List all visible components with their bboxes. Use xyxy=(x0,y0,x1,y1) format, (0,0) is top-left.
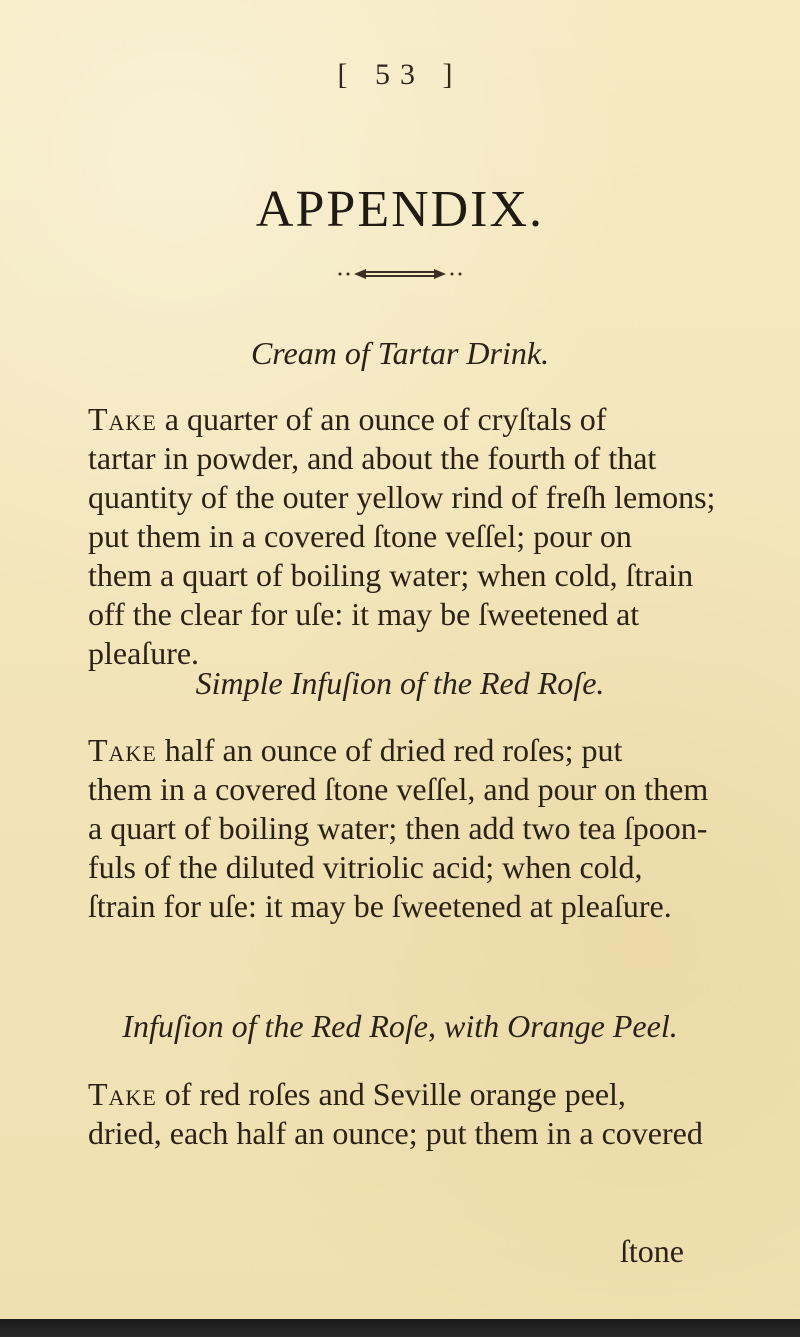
section-body-cream-of-tartar xyxy=(88,400,716,673)
section-body-infusion-orange-peel xyxy=(88,1075,712,1153)
text-line: tartar in powder, and about the fourth of that xyxy=(88,440,657,476)
text-line: put them in a covered ſtone veſſel; pour on xyxy=(88,518,632,554)
text-line: dried, each half an ounce; put them in a covered xyxy=(88,1115,703,1151)
text-line: fuls of the diluted vitriolic acid; when cold, xyxy=(88,849,643,885)
section-heading-infusion-orange-peel: Infuſion of the Red Roſe, with Orange Peel. xyxy=(122,1008,678,1044)
text-line: them a quart of boiling water; when cold, ſtrain xyxy=(88,557,694,593)
lead-word: Take xyxy=(88,401,157,437)
scan-edge-bar xyxy=(0,1319,800,1337)
section-body-simple-infusion xyxy=(88,731,712,926)
text-line: quantity of the outer yellow rind of freſh lemons; xyxy=(88,479,716,515)
page-title: APPENDIX. xyxy=(255,181,545,238)
page-number: [ 53 ] xyxy=(337,58,463,91)
text-line: Take a quarter of an ounce of cryſtals of xyxy=(88,401,607,437)
section-heading-cream-of-tartar: Cream of Tartar Drink. xyxy=(250,335,550,371)
text-line: Take of red roſes and Seville orange peel, xyxy=(88,1076,626,1112)
catchword: ſtone xyxy=(620,1233,684,1269)
text-line: pleaſure. xyxy=(88,635,200,671)
text-line: a quart of boiling water; then add two tea ſpoon- xyxy=(88,810,708,846)
section-heading-simple-infusion: Simple Infuſion of the Red Roſe. xyxy=(195,665,605,701)
text-line: them in a covered ſtone veſſel, and pour on them xyxy=(88,771,709,807)
text-line: ſtrain for uſe: it may be ſweetened at pleaſure. xyxy=(88,888,672,924)
lead-word: Take xyxy=(88,1076,157,1112)
text-line: Take half an ounce of dried red roſes; put xyxy=(88,732,623,768)
text-line: off the clear for uſe: it may be ſweetened at xyxy=(88,596,640,632)
lead-word: Take xyxy=(88,732,157,768)
decorative-rule-icon xyxy=(330,265,470,283)
